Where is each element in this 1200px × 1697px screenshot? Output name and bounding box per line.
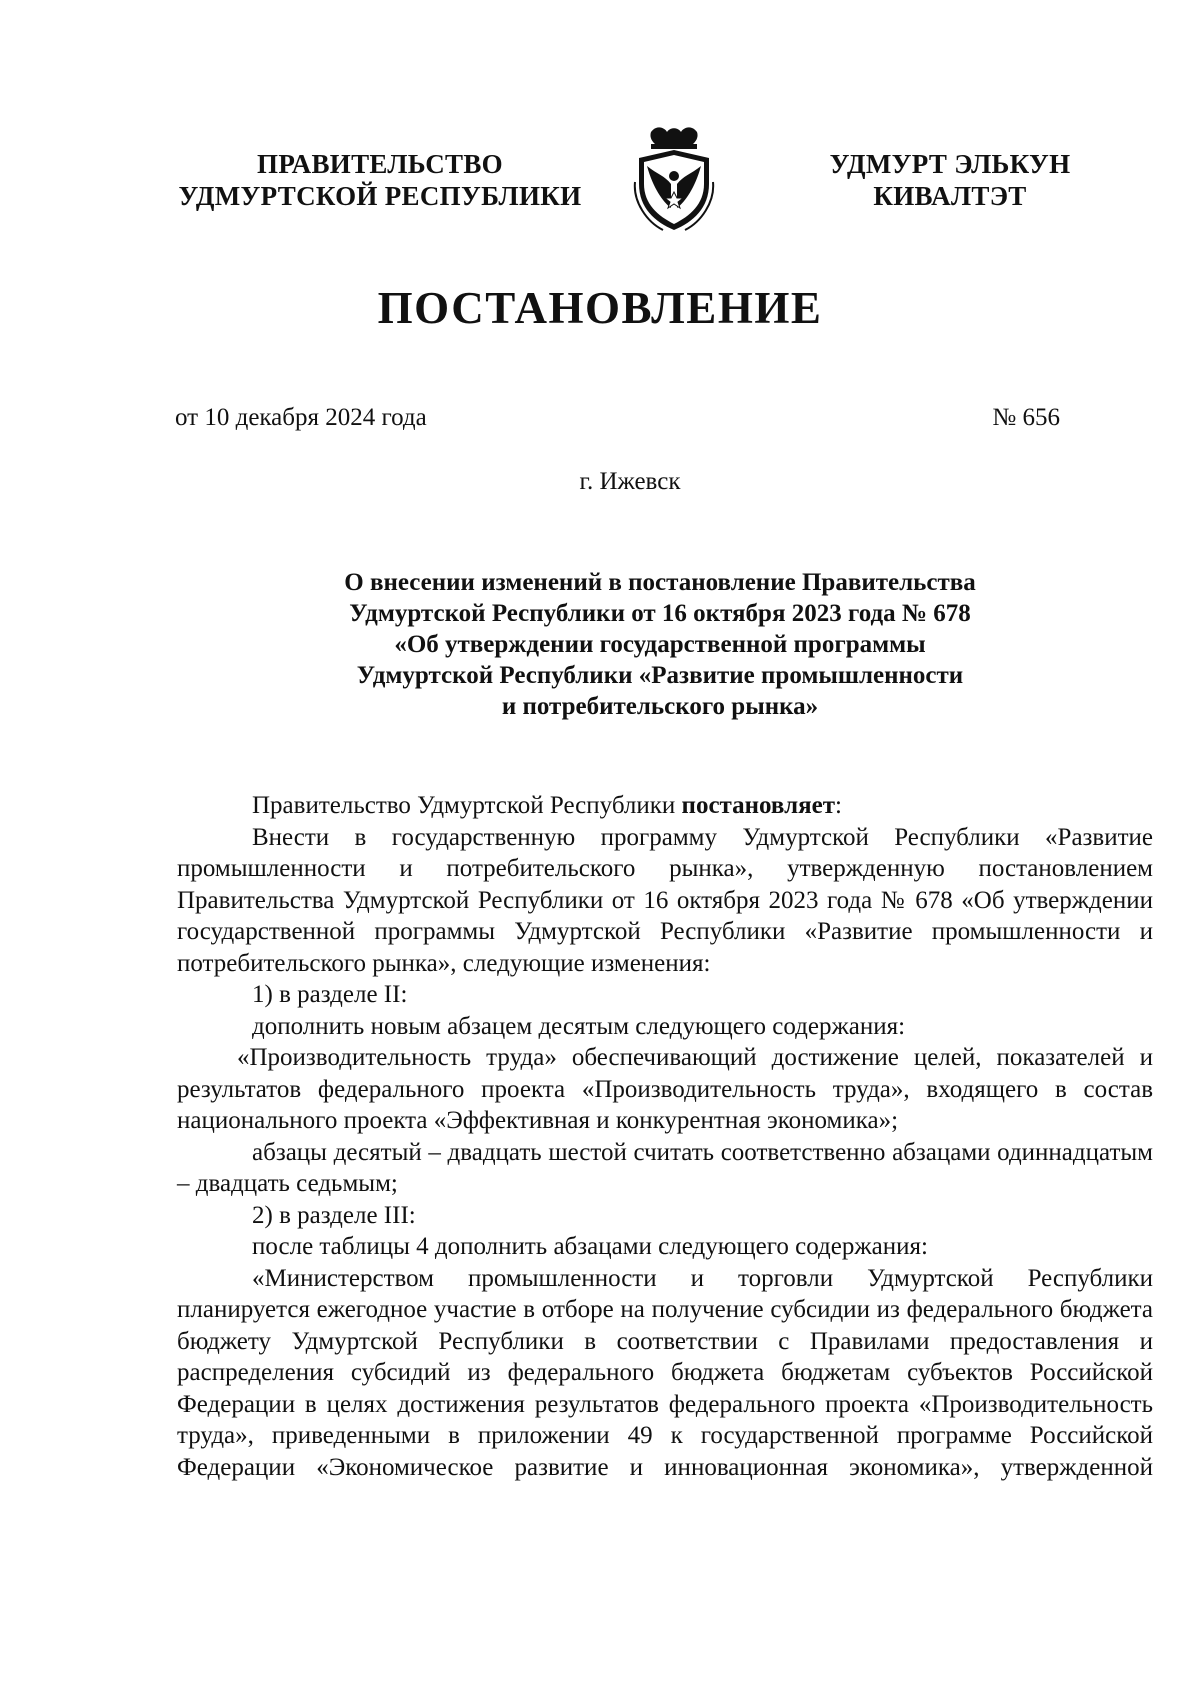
government-name-line-1: ПРАВИТЕЛЬСТВО (257, 149, 503, 179)
resolution-preamble (177, 790, 1153, 822)
body-paragraph: абзацы десятый – двадцать шестой считать соответственно абзацами одиннадцатым – двадцать седьмым; (177, 1138, 1153, 1197)
body-paragraph: дополнить новым абзацем десятым следующего содержания: (252, 1012, 906, 1040)
document-body (177, 790, 1153, 1483)
government-name-udmurt-line-1: УДМУРТ ЭЛЬКУН (829, 149, 1071, 179)
subject-line: «Об утверждении государственной программы (394, 631, 926, 658)
government-name-udmurt (800, 148, 1100, 212)
government-name-russian (150, 148, 610, 212)
subject-line: Удмуртской Республики «Развитие промышленности (356, 662, 964, 689)
body-paragraph: 1) в разделе II: (252, 981, 408, 1008)
document-title: ПОСТАНОВЛЕНИЕ (377, 283, 823, 333)
government-name-line-2: УДМУРТСКОЙ РЕСПУБЛИКИ (178, 181, 582, 211)
subject-line: О внесении изменений в постановление Правительства (344, 569, 976, 596)
document-date: от 10 декабря 2024 года (175, 404, 427, 431)
document-number: № 656 (992, 404, 1060, 431)
document-city: г. Ижевск (579, 468, 681, 495)
document-subject (260, 567, 1060, 722)
subject-line: и потребительского рынка» (501, 693, 819, 720)
resolution-colon: : (835, 792, 842, 819)
subject-line: Удмуртской Республики от 16 октября 2023 года № 678 (349, 600, 971, 627)
udmurt-coat-of-arms-icon (627, 122, 721, 234)
body-paragraph: Внести в государственную программу Удмуртской Республики «Развитие промышленности и потребительского рынка», утвержденную постановлением Правительства Удмуртской Республики от 16 октября 2023 года № 678 «Об утверждении государственной программы Удмуртской Республики «Развитие промышленности и потребительского рынка», следующие изменения: (177, 823, 1153, 977)
body-paragraph: после таблицы 4 дополнить абзацами следующего содержания: (252, 1233, 928, 1260)
body-paragraph: «Министерством промышленности и торговли Удмуртской Республики планируется ежегодное участие в отборе на получение субсидии из федерального бюджета бюджету Удмуртской Республики в соответствии с Правилами предоставления и распределения субсидий из федерального бюджета бюджетам субъектов Российской Федерации в целях достижения результатов федерального проекта «Производительность труда», приведенными в приложении 49 к государственной программе Российской Федерации «Экономическое развитие и инновационная экономика», утвержденной (177, 1264, 1153, 1481)
body-paragraph: «Производительность труда» обеспечивающий достижение целей, показателей и результатов федерального проекта «Производительность труда», входящего в состав национального проекта «Эффективная и конкурентная экономика»; (177, 1044, 1153, 1134)
resolution-preamble-text: Правительство Удмуртской Республики (252, 792, 682, 819)
government-name-udmurt-line-2: КИВАЛТЭТ (873, 181, 1027, 211)
body-paragraph: 2) в разделе III: (252, 1201, 416, 1229)
resolution-verb: постановляет (681, 792, 836, 819)
